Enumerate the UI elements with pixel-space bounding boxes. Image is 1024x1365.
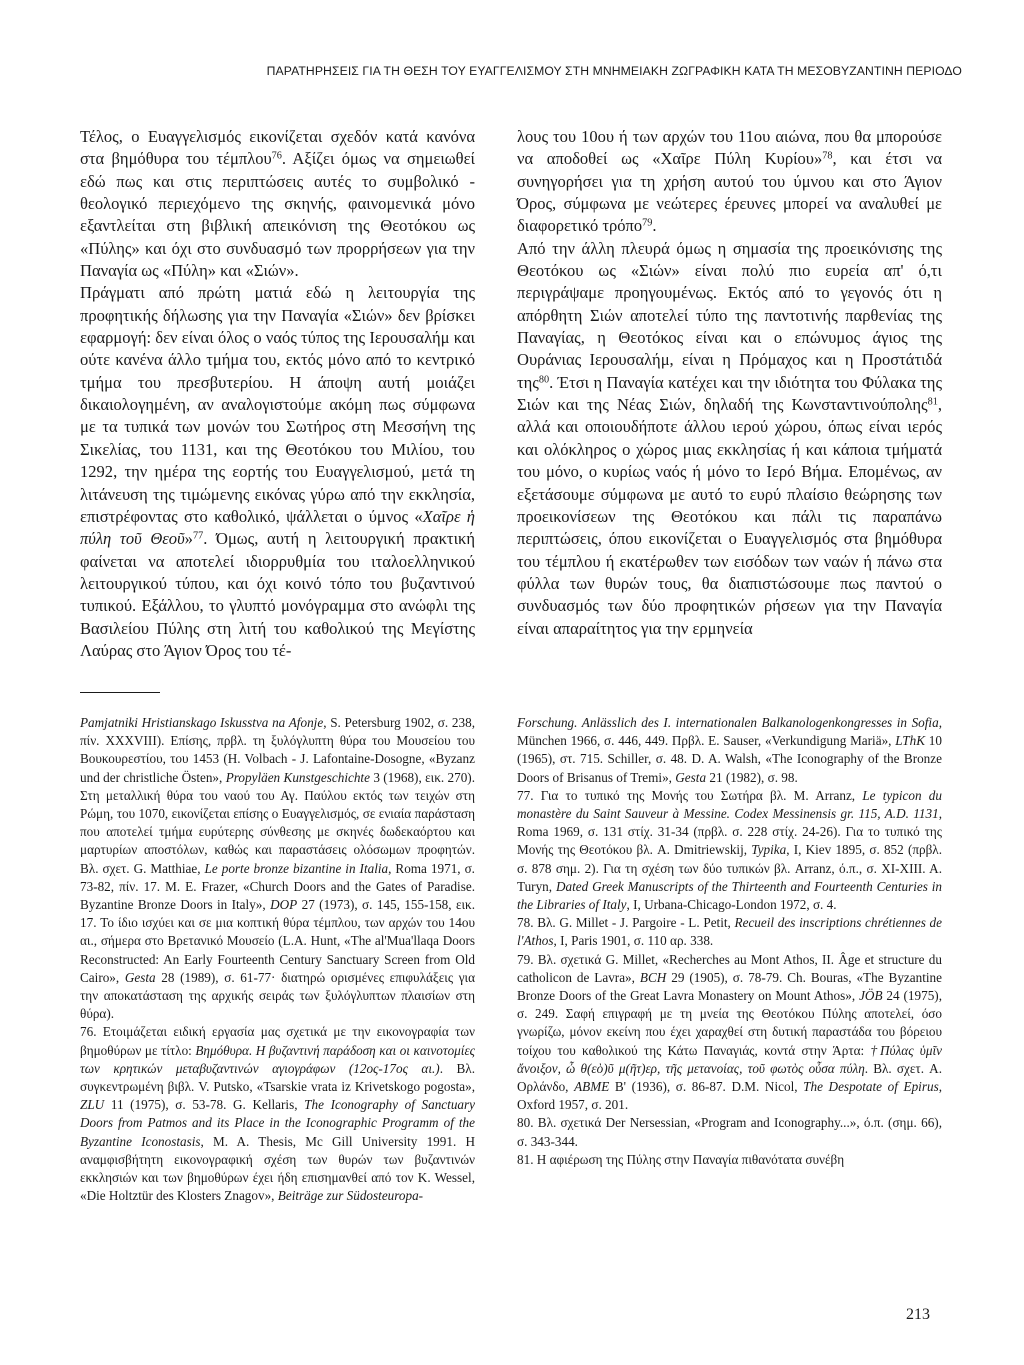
footnote-separator xyxy=(80,692,160,693)
footnote-77: 77. Για το τυπικό της Μονής του Σωτήρα βλ. M. Arranz, Le typicon du monastère du Saint Sauveur à Messine. Codex Messinensis gr. 115, A.D. 1131, Roma 1969, σ. 131 στίχ. 31-34 (πρβλ. σ. 228 στίχ. 24-26). Για το τυπικό της Μονής της Θεοτόκου βλ. A. Dmitriewskij, Typika, I, Kiev 1895, σ. 852 (πρβλ. σ. 878 σημ. 2). Για τη σχέση των δύο τυπικών βλ. Arranz, ό.π., σ. XI-XIII. A. Turyn, Dated Greek Manuscripts of the Thirteenth and Fourteenth Centuries in the Libraries of Italy, I, Urbana-Chicago-London 1972, σ. 4. xyxy=(517,787,943,913)
footnotes-right-column xyxy=(517,714,942,1169)
footnote-76: 76. Ετοιμάζεται ειδική εργασία μας σχετικά με την εικονογραφία των βημοθύρων με τίτλο: Βημόθυρα. Η βυζαντινή παράδοση και οι καινοτομίες των κρητικών μεταβυζαντινών αγιογράφων (12ος-17ος αι.). Βλ. συγκεντρωμένη βιβλ. V. Putsko, «Tsarskie vrata iz Krivetskogo pogosta», ZLU 11 (1975), σ. 53-78. G. Kellaris, The Iconography of Sanctuary Doors from Patmos and its Place in the Iconographic Programm of the Byzantine Iconostasis, M. A. Thesis, Mc Gill University 1991. Η αναμφισβήτητη εικονογραφική σχέση των θυρών των βυζαντινών εκκλησιών και των βημοθύρων έχει ήδη επισημανθεί από τον K. Wessel, «Die Holtztür des Klosters Znagov», Beiträge zur Südosteuropa- xyxy=(80,1024,476,1204)
footnote-ref-76: 76 xyxy=(271,150,282,162)
running-header: ΠΑΡΑΤΗΡΗΣΕΙΣ ΓΙΑ ΤΗ ΘΕΣΗ ΤΟΥ ΕΥΑΓΓΕΛΙΣΜΟΥ ΣΤΗ ΜΝΗΜΕΙΑΚΗ ΖΩΓΡΑΦΙΚΗ ΚΑΤΑ ΤΗ ΜΕΣΟΒΥΖΑΝΤΙΝΗ ΠΕΡΙΟΔΟ xyxy=(266,64,962,78)
footnote-ref-78: 78 xyxy=(822,150,833,162)
main-text-left-column xyxy=(80,126,475,662)
footnote-ref-77: 77 xyxy=(192,530,204,542)
footnote-78: 78. Βλ. G. Millet - J. Pargoire - L. Petit, Recueil des inscriptions chrétiennes de l'Athos, I, Paris 1901, σ. 110 αρ. 338. xyxy=(517,915,942,949)
footnotes-left-column xyxy=(80,714,475,1205)
footnote-ref-81: 81 xyxy=(927,396,938,408)
body-paragraph: λους του 10ου ή των αρχών του 11ου αιώνα, που θα μπορούσε να αποδοθεί ως «Χαῖρε Πύλη Κυρίου»$^{78}$, και έτσι να συνηγορήσει για τη χρήση αυτού του ύμνου και στο Άγιον Όρος, σύμφωνα με νεώτερες έρευνες μπορεί να αναλυθεί με διαφορετικό τρόπο$^{79}$. xyxy=(517,127,943,236)
footnote-80: 80. Βλ. σχετικά Der Nersessian, «Program and Iconography...», ό.π. (σημ. 66), σ. 343-344. xyxy=(517,1115,942,1149)
footnote-81: 81. Η αφιέρωση της Πύλης στην Παναγία πιθανότατα συνέβη xyxy=(517,1151,845,1167)
page-number: 213 xyxy=(906,1306,930,1323)
body-paragraph: Τέλος, ο Ευαγγελισμός εικονίζεται σχεδόν κατά κανόνα στα βημόθυρα του τέμπλου$^{76}$. Αξίζει όμως να σημειωθεί εδώ πως και στις περιπτώσεις αυτές το συμβολικό - θεολογικό περιεχόμενο της σκηνής, φαινομενικά μόνο εξαντλείται στη βιβλική απεικόνιση της Θεοτόκου ως «Πύλης» και όχι στο συνδυασμό των προρρήσεων για την Παναγία ως «Πύλη» και «Σιών». xyxy=(80,127,475,281)
footnote: Forschung. Anlässlich des I. internationalen Balkanologenkongresses in Sofia, München 1966, σ. 446, 449. Πρβλ. E. Sauser, «Verkundigung Mariä», LThK 10 (1965), στ. 715. Schiller, σ. 48. D. A. Walsh, «The Iconography of the Bronze Doors of Brisanus of Tremi», Gesta 21 (1982), σ. 98. xyxy=(517,715,942,785)
main-text-right-column xyxy=(517,126,942,640)
body-paragraph: Πράγματι από πρώτη ματιά εδώ η λειτουργία της προφητικής δήλωσης για την Παναγία «Σιών» δεν βρίσκει εφαρμογή: δεν είναι όλος ο ναός τύπος της Ιερουσαλήμ και ούτε κανένα άλλο τμήμα του, εκτός μόνο από το κεντρικό τμήμα του πρεσβυτερίου. Η άποψη αυτή μοιάζει δικαιολογημένη, αν αναλογιστούμε ακόμη πως σύμφωνα με τα τυπικά των μονών του Σωτήρος στη Μεσσήνη της Σικελίας, του 1131, και της Θεοτόκου του Μιλίου, του 1292, την ημέρα της εορτής του Ευαγγελισμού, μετά τη λιτάνευση της τιμώμενης εικόνας γύρω από την εκκλησία, επιστρέφοντας στο καθολικό, ψάλλεται ο ύμνος «Χαῖρε ἡ πύλη τοῦ Θεοῦ»$^{77}$. Όμως, αυτή η λειτουργική πρακτική φαίνεται να αποτελεί ιδιορρυθμία του ιταλοελληνικού λειτουργικού τύπου, και όχι κοινό τόπο του βυζαντινού τυπικού. Εξάλλου, το γλυπτό μονόγραμμα στο ανώφλι της Βασιλείου Πύλης στη λιτή του καθολικού της Μεγίστης Λαύρας στο Άγιον Όρος του τέ- xyxy=(80,283,475,660)
footnote: Pamjatniki Hristianskago Iskusstva na Afonje, S. Petersburg 1902, σ. 238, πίν. XXXVIII). Επίσης, πρβλ. τη ξυλόγλυπτη θύρα του Μουσείου του Βουκουρεστίου, του 1453 (H. Volbach - J. Lafontaine-Dosogne, «Byzanz und der christliche Östen», Propyläen Kunstgeschichte 3 (1968), εικ. 270). Στη μεταλλική θύρα του ναού του Αγ. Παύλου εκτός των τειχών στη Ρώμη, του 1070, εικονίζεται επίσης ο Ευαγγελισμός, σε ενιαία παράσταση που αποτελεί τμήμα ευρύτερης σύνθεσης με σκηνές δωδεκαόρτου και μαρτυρίων αποστόλων, καθώς και παραστάσεις ολόσωμων προφητών. Βλ. σχετ. G. Matthiae, Le porte bronze bizantine in Italia, Roma 1971, σ. 73-82, πίν. 17. M. E. Frazer, «Church Doors and the Gates of Paradise. Byzantine Bronze Doors in Italy», DOP 27 (1973), σ. 145, 155-158, εικ. 17. Το ίδιο ισχύει και σε μια κοπτική θύρα τέμπλου, των αρχών του 14ου αι., σήμερα στο Βρετανικό Μουσείο (L.A. Hunt, «The al'Mua'llaqa Doors Reconstructed: An Early Fourteenth Century Sanctuary Screen from Old Cairo», Gesta 28 (1989), σ. 61-77· διατηρώ ορισμένες επιφυλάξεις για την αποκατάσταση της αρχικής σειράς των ξυλόγλυπτων πλαισίων στη θύρα). xyxy=(80,715,476,1022)
body-paragraph: Από την άλλη πλευρά όμως η σημασία της προεικόνισης της Θεοτόκου ως «Σιών» είναι πολύ πιο ευρεία απ' ό,τι περιγράψαμε προηγουμένως. Εκτός από το γεγονός ότι η απόρθητη Σιών αποτελεί τύπο της παντοτινής παρθενίας της Παναγίας, η Θεοτόκος είναι και ο επώνυμος άγιος της Ουράνιας Ιερουσαλήμ, είναι η Πρόμαχος και η Προστάτιδά της$^{80}$. Έτσι η Παναγία κατέχει και την ιδιότητα του Φύλακα της Σιών και της Νέας Σιών, δηλαδή της Κωνσταντινούπολης$^{81}$, αλλά και οποιουδήποτε άλλου ιερού χώρου, όπως είναι ιερός και ολόκληρος ο χώρος μιας εκκλησίας ή και κάποια τμήματά του μόνο, ο κυρίως ναός ή μόνο το Ιερό Βήμα. Επομένως, αν εξετάσουμε σύμφωνα με αυτό το ευρύ πλαίσιο θεώρησης των προεικονίσεων της Θεοτόκου και πάλι τις παραπάνω περιπτώσεις, όπου εικονίζεται ο Ευαγγελισμός στα βημόθυρα του τέμπλου ή εκατέρωθεν των εισόδων των ναών ή πάνω στα φύλλα των θυρών τους, θα διαπιστώσουμε πως παντού ο συνδυασμός των δύο προφητικών ρήσεων για την Παναγία είναι απαραίτητος για την ερμηνεία xyxy=(517,238,942,638)
footnote-ref-80: 80 xyxy=(538,374,550,386)
footnote-ref-79: 79 xyxy=(642,217,653,229)
footnote-79: 79. Βλ. σχετικά G. Millet, «Recherches au Mont Athos, II. Âge et structure du catholicon de Lavra», BCH 29 (1905), σ. 78-79. Ch. Bouras, «The Byzantine Bronze Doors of the Great Lavra Monastery on Mount Athos», JÖB 24 (1975), σ. 249. Σαφή επιγραφή με τη μνεία της Θεοτόκου Πύλης αποτελεί, όσο γνωρίζω, μόνον εκείνη που έχει χαραχθεί στη δυτική παραστάδα του βόρειου τοίχου του καθολικού της Κάτω Παναγιάς, κοντά στην Άρτα: †Πύλας ὑμῖν ἄνοιξον, ὦ θ(εὸ)ῦ μ(ῆτ)ερ, τῆς μετανοίας, τοῦ φωτὸς οὖσα πύλη. Βλ. σχετ. A. Ορλάνδο, ΑΒΜΕ Β' (1936), σ. 86-87. D.M. Nicol, The Despotate of Epirus, Oxford 1957, σ. 201. xyxy=(517,951,943,1113)
